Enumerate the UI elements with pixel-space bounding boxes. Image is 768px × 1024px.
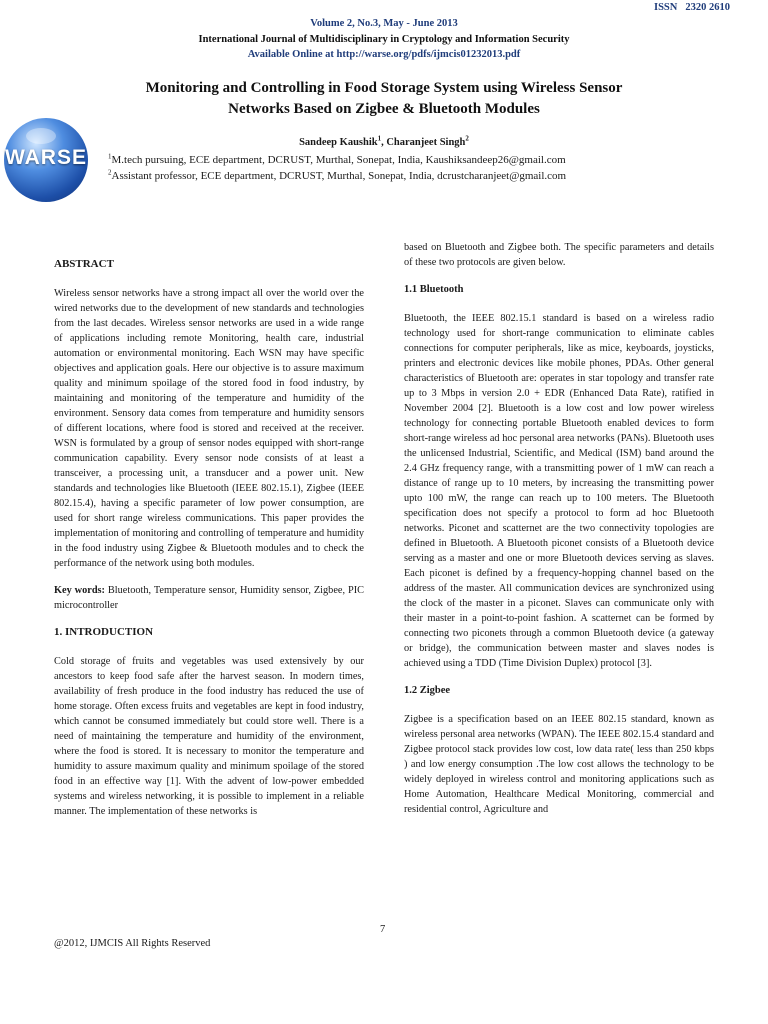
right-column: [404, 240, 714, 817]
author-1-mark: 1: [377, 134, 382, 143]
author-separator: ,: [381, 137, 387, 148]
continuation-text: based on Bluetooth and Zigbee both. The specific parameters and details of these two protocols are given below.: [404, 242, 714, 268]
warse-logo: [4, 118, 88, 202]
abstract-heading: ABSTRACT: [54, 258, 114, 270]
keywords-label: Key words:: [54, 585, 105, 596]
paper-title-line-1: Monitoring and Controlling in Food Storage System using Wireless Sensor: [145, 80, 623, 96]
issn-line: [654, 2, 738, 13]
author-2-mark: 2: [465, 134, 469, 143]
affiliation-1: [108, 154, 566, 166]
left-column: [54, 240, 364, 819]
introduction-body: Cold storage of fruits and vegetables was used extensively by our ancestors to keep food safe after the harvest season. In modern times, availability of fresh produce in the food industry has reduced the use of home storage. Often excess fruits and vegetables are kept in food industry, which cannot be consumed immediately but could store well. There is a need of maintaining the temperature and humidity of the environment, where the food is stored. It is necessary to monitor the temperature and humidity to assure maximum quality and minimum spoilage of the stored food in an effective way [1]. With the advent of low-power embedded systems and wireless networking, it is possible to implement in a reliable manner. The implementation of these networks is: [54, 656, 364, 817]
issn-label: ISSN: [654, 2, 678, 13]
affiliation-2-mark: 2: [108, 168, 112, 177]
introduction-heading: 1. INTRODUCTION: [54, 626, 154, 638]
journal-volume: Volume 2, No.3, May - June 2013: [310, 18, 458, 29]
page-number: 7: [380, 924, 386, 935]
affiliation-1-mark: 1: [108, 152, 112, 161]
affiliation-2: [108, 170, 566, 182]
keywords-text: Bluetooth, Temperature sensor, Humidity sensor, Zigbee, PIC microcontroller: [54, 585, 364, 611]
zigbee-heading: 1.2 Zigbee: [404, 685, 451, 696]
zigbee-body: Zigbee is a specification based on an IEEE 802.15 standard, known as wireless personal area networks (WPAN). The IEEE 802.15.4 standard and Zigbee protocol stack provides low cost, low data rate( less than 250 kbps ) and low energy consumption .The low cost allows the technology to be widely deployed in wireless control and monitoring applications such as Home Automation, Healthcare Medical Monitoring, commercial and residential control, Agriculture and: [404, 714, 714, 815]
logo-text: WARSE: [4, 146, 87, 169]
issn-number: 2320 2610: [685, 2, 730, 13]
affiliation-1-text: M.tech pursuing, ECE department, DCRUST, Murthal, Sonepat, India, Kaushiksandeep26@gmail.com: [111, 154, 566, 166]
affiliation-2-text: Assistant professor, ECE department, DCRUST, Murthal, Sonepat, India, dcrustcharanjeet@gmail.com: [111, 170, 567, 182]
author-2: Charanjeet Singh: [386, 137, 466, 148]
copyright-footer: @2012, IJMCIS All Rights Reserved: [54, 938, 211, 949]
paper-title-line-2: Networks Based on Zigbee & Bluetooth Modules: [228, 101, 540, 117]
author-list: [0, 134, 768, 148]
journal-name: International Journal of Multidisciplinary in Cryptology and Information Security: [198, 34, 570, 45]
paper-title: [0, 78, 768, 120]
bluetooth-heading: 1.1 Bluetooth: [404, 284, 464, 295]
abstract-body: Wireless sensor networks have a strong impact all over the world over the wired networks due to the development of new standards and technologies from the last decades. Wireless sensor networks are used in a wide range of applications including remote Monitoring, health care, industrial automation or environmental monitoring. Each WSN may have specific objectives and application goals. Here our objective is to assure maximum quality and minimum spoilage of the stored food in food industry, by maintaining and monitoring of the temperature and humidity of the environment. Sensory data comes from temperature and humidity sensors of different locations, where food is stored and received at the receiver. WSN is formulated by a group of sensor nodes equipped with short-range communication capability. Every sensor node consists of at least a transceiver, a processing unit, a transducer and a power unit. New standards and technologies like Bluetooth (IEEE 802.15.1), Zigbee (IEEE 802.15.4), having a specific parameter of low power consumption, are used for short range wireless communications. This paper provides the implementation of monitoring and controlling of temperature and humidity in the food industry using Zigbee & Bluetooth modules and to check the performance of the network using both modules.: [54, 288, 364, 569]
journal-url[interactable]: Available Online at http://warse.org/pdfs/ijmcis01232013.pdf: [247, 49, 521, 60]
keywords: [54, 583, 364, 613]
bluetooth-body: Bluetooth, the IEEE 802.15.1 standard is based on a wireless radio technology used for short-range communication to eliminate cables connections for computer peripherals, like as mice, keyboards, joysticks, printers and electronic devices like mobile phones, PDAs. Other general characteristics of Bluetooth are: operates in star topology and transfer rate up to 3 Mbps in version 2.0 + EDR (Enhanced Data Rate), ratified in November 2004 [2]. Bluetooth is a low cost and low power wireless technology for connecting portable Bluetooth enabled devices to form short-range wireless ad hoc personal area networks (PANs). Bluetooth uses the unlicensed Industrial, Scientific, and Medical (ISM) band around the 2.4 GHz frequency range, with a transmitting power of 1 mW can reach a distance of range up to 10 meters, by increasing the transmitting power upto 100 mW, the range can reach up to 100 meters. The Bluetooth specification does not specify a protocol to form ad hoc Bluetooth networks. Piconet and scatternet are the two connectivity topologies are defined in Bluetooth. A Bluetooth piconet consists of a Bluetooth device serving as a master and one or more Bluetooth devices serving as slaves. Each piconet is defined by a frequency-hopping channel based on the address of the master. All communication devices are synchronized using the clock of the master in a piconet. Slaves can communicate only with their master in a point-to-point fashion. A scatternet can be formed by connecting two piconets through a common Bluetooth device (a gateway or bridge), the communication between master and slaves nodes is achieved using a TDD (Time Division Duplex) protocol [3].: [404, 313, 714, 669]
author-1: Sandeep Kaushik: [299, 137, 378, 148]
